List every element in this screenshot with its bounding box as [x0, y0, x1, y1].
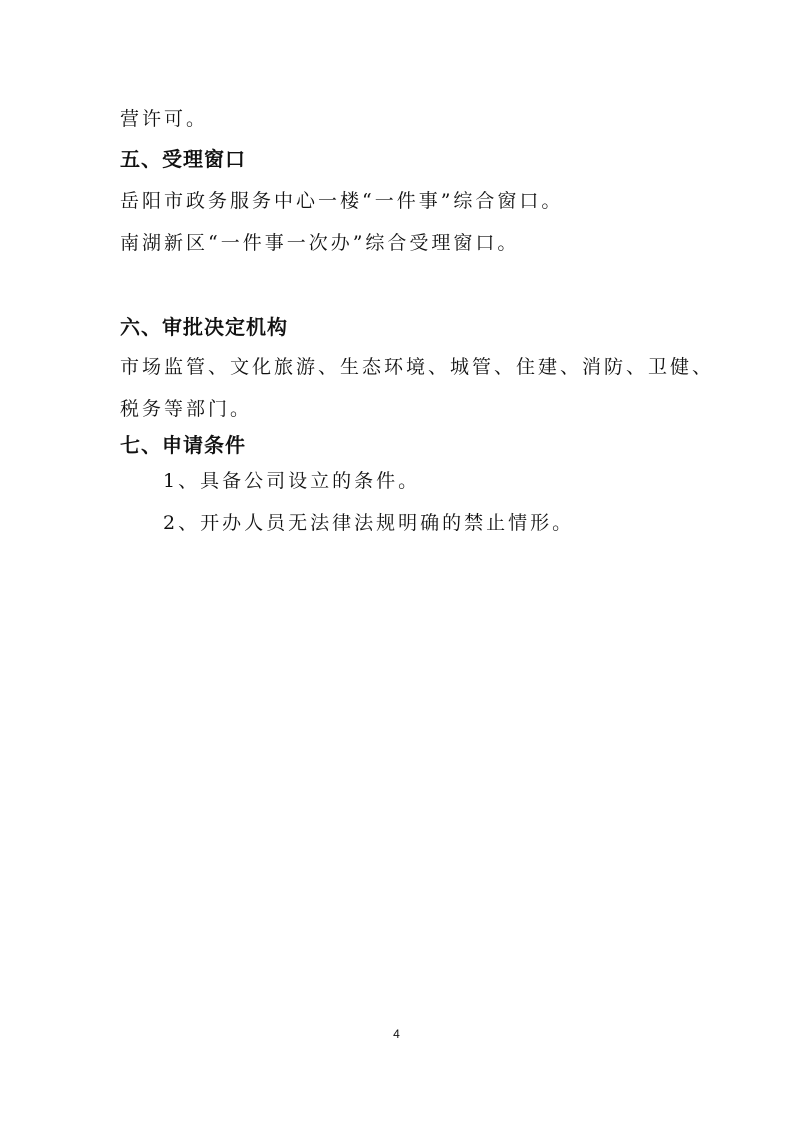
section-5-line-2: 南湖新区“一件事一次办”综合受理窗口。: [120, 232, 520, 254]
section-5-heading: 五、受理窗口: [120, 147, 246, 171]
section-6-line-2: 税务等部门。: [120, 398, 253, 420]
section-6-line-1: 市场监管、文化旅游、生态环境、城管、住建、消防、卫健、: [120, 356, 715, 378]
section-7-heading: 七、申请条件: [120, 433, 246, 457]
section-5-line-1: 岳阳市政务服务中心一楼“一件事”综合窗口。: [120, 190, 564, 212]
section-6-heading: 六、审批决定机构: [120, 315, 288, 339]
section-7-item-2: 2、开办人员无法律法规明确的禁止情形。: [163, 512, 575, 534]
section-7-item-1: 1、具备公司设立的条件。: [163, 470, 421, 492]
continuation-text: 营许可。: [120, 108, 209, 130]
page-number: 4: [393, 1027, 400, 1041]
